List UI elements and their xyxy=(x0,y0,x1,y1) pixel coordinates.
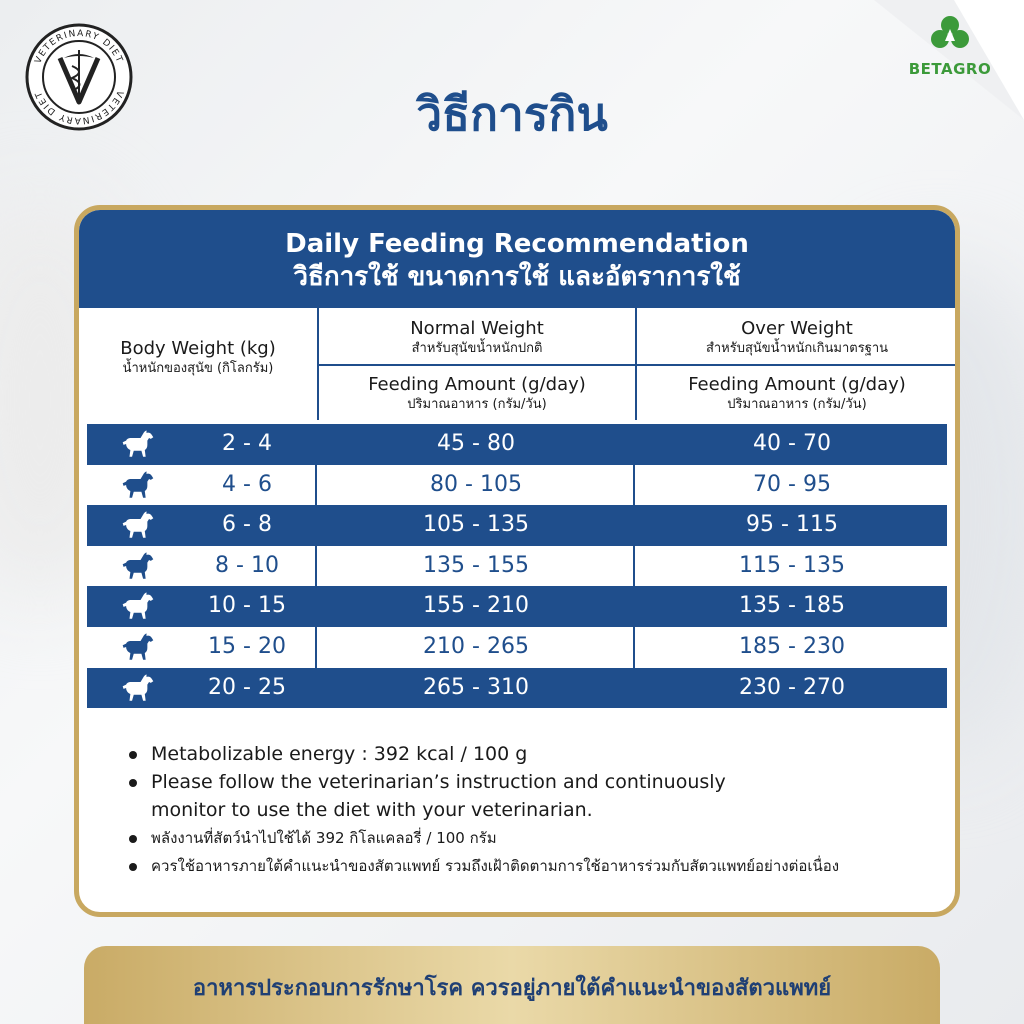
body-weight-sub: น้ำหนักของสุนัข (กิโลกรัม) xyxy=(122,361,274,376)
body-weight-label: Body Weight (kg) xyxy=(120,338,276,359)
row-divider xyxy=(633,465,635,506)
notes-list xyxy=(129,740,949,880)
feeding-amount-sub: ปริมาณอาหาร (กรัม/วัน) xyxy=(407,397,547,412)
normal-weight-label: Normal Weight xyxy=(410,318,544,339)
feeding-amount-label: Feeding Amount (g/day) xyxy=(368,374,586,395)
dog-icon xyxy=(121,591,155,621)
dog-icon xyxy=(121,470,155,500)
feeding-amount-sub: ปริมาณอาหาร (กรัม/วัน) xyxy=(727,397,867,412)
over-amount-cell: 40 - 70 xyxy=(753,431,831,456)
row-divider xyxy=(633,546,635,587)
normal-amount-cell: 210 - 265 xyxy=(423,633,529,659)
page-title: วิธีการกิน xyxy=(416,87,608,141)
weight-cell: 10 - 15 xyxy=(208,593,286,619)
normal-amount-cell: 45 - 80 xyxy=(437,431,515,456)
over-weight-header xyxy=(637,318,957,358)
weight-cell: 15 - 20 xyxy=(208,633,286,659)
card-title-th: วิธีการใช้ ขนาดการใช้ และอัตราการใช้ xyxy=(293,262,741,292)
normal-amount-cell: 105 - 135 xyxy=(423,512,529,538)
card-title-en: Daily Feeding Recommendation xyxy=(285,229,749,259)
dog-icon xyxy=(121,429,155,459)
note-instruction-en-cont: monitor to use the diet with your veterinarian. xyxy=(151,799,593,821)
row-divider xyxy=(315,627,317,668)
over-weight-sub: สำหรับสุนัขน้ำหนักเกินมาตรฐาน xyxy=(705,341,889,356)
weight-cell: 8 - 10 xyxy=(215,552,279,578)
table-row xyxy=(87,546,947,587)
dog-icon xyxy=(121,632,155,662)
body-weight-header xyxy=(79,338,317,378)
feeding-table-card xyxy=(74,205,960,917)
row-divider xyxy=(315,465,317,506)
over-amount-cell: 70 - 95 xyxy=(753,471,831,497)
normal-weight-header xyxy=(319,318,635,358)
footer-banner: อาหารประกอบการรักษาโรค ควรอยู่ภายใต้คำแนะนำของสัตวแพทย์ xyxy=(84,946,940,1024)
over-amount-cell: 185 - 230 xyxy=(739,633,845,659)
dog-icon xyxy=(121,551,155,581)
table-row xyxy=(87,465,947,506)
brand-logo xyxy=(890,14,1010,78)
over-amount-cell: 95 - 115 xyxy=(746,512,838,538)
table-row xyxy=(87,424,947,465)
normal-amount-cell: 135 - 155 xyxy=(423,552,529,578)
note-energy-en: Metabolizable energy : 392 kcal / 100 g xyxy=(129,740,949,768)
brand-name: BETAGRO xyxy=(908,60,992,78)
table-row xyxy=(87,505,947,546)
clover-logo-icon xyxy=(928,14,972,54)
table-row xyxy=(87,668,947,709)
normal-amount-cell: 265 - 310 xyxy=(423,674,529,700)
feeding-amount-label: Feeding Amount (g/day) xyxy=(688,374,906,395)
normal-weight-sub: สำหรับสุนัขน้ำหนักปกติ xyxy=(411,341,543,356)
normal-feeding-header xyxy=(319,374,635,414)
column-headers xyxy=(79,308,955,420)
over-amount-cell: 115 - 135 xyxy=(739,552,845,578)
weight-cell: 4 - 6 xyxy=(222,471,272,497)
header-divider xyxy=(319,364,959,366)
card-header xyxy=(79,210,955,308)
normal-amount-cell: 80 - 105 xyxy=(430,471,522,497)
feeding-rows xyxy=(87,424,947,708)
weight-cell: 6 - 8 xyxy=(222,512,272,538)
weight-cell: 2 - 4 xyxy=(222,431,272,456)
over-amount-cell: 230 - 270 xyxy=(739,674,845,700)
table-row xyxy=(87,586,947,627)
over-feeding-header xyxy=(637,374,957,414)
weight-cell: 20 - 25 xyxy=(208,674,286,700)
dog-icon xyxy=(121,510,155,540)
row-divider xyxy=(315,546,317,587)
note-energy-th: พลังงานที่สัตว์นำไปใช้ได้ 392 กิโลแคลอรี่ / 100 กรัม xyxy=(129,824,949,852)
table-row xyxy=(87,627,947,668)
seal-text-top: VETERINARY DIET xyxy=(33,28,125,66)
row-divider xyxy=(633,627,635,668)
note-instruction-th: ควรใช้อาหารภายใต้คำแนะนำของสัตวแพทย์ รวมถึงเฝ้าติดตามการใช้อาหารร่วมกับสัตวแพทย์อย่างต่อเนื่อง xyxy=(129,852,949,880)
seal-text-bottom: VETERINARY DIET xyxy=(33,88,125,126)
dog-icon xyxy=(121,673,155,703)
normal-amount-cell: 155 - 210 xyxy=(423,593,529,619)
over-weight-label: Over Weight xyxy=(741,318,853,339)
note-instruction-en: Please follow the veterinarian’s instruction and continuously xyxy=(129,768,949,796)
over-amount-cell: 135 - 185 xyxy=(739,593,845,619)
